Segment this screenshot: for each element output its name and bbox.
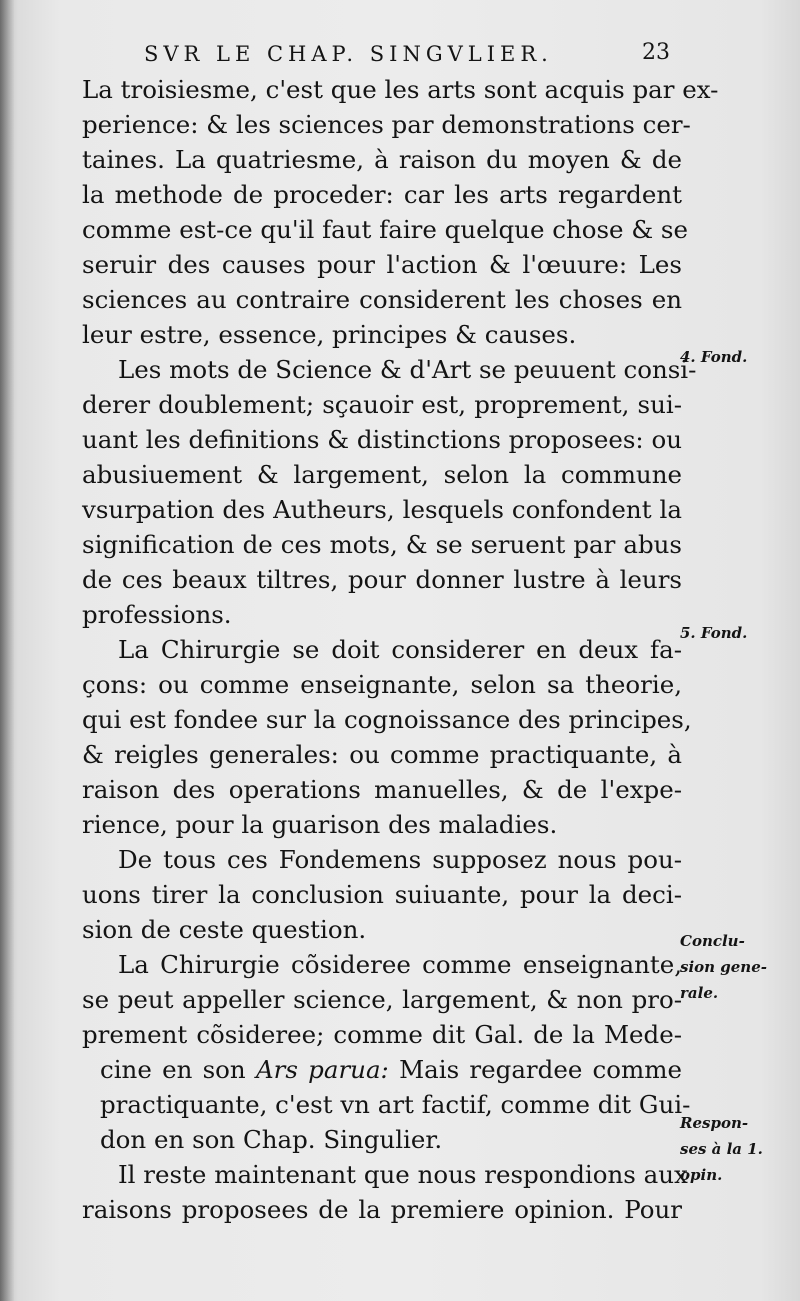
margin-note-conclusion-2: sion gene- xyxy=(680,958,767,976)
text-line: abusiuement & largement, selon la commune xyxy=(82,460,682,489)
text-line: La troisiesme, c'est que les arts sont acquis par ex- xyxy=(82,75,719,104)
text-line: se peut appeller science, largement, & non pro- xyxy=(82,985,682,1014)
text-line: la methode de proceder: car les arts regardent xyxy=(82,180,682,209)
margin-note-response-2: ses à la 1. xyxy=(680,1140,763,1158)
text-line: raisons proposees de la premiere opinion. Pour xyxy=(82,1195,682,1224)
running-header xyxy=(130,40,670,74)
running-title: SVR LE CHAP. SINGVLIER. xyxy=(144,42,553,66)
text-line: derer doublement; sçauoir est, proprement, sui- xyxy=(82,390,682,419)
text-line: Les mots de Science & d'Art se peuuent consi- xyxy=(118,355,697,384)
italic-title: Ars parua: xyxy=(255,1055,389,1084)
text-line: rience, pour la guarison des maladies. xyxy=(82,810,558,839)
text-line: & reigles generales: ou comme practiquante, à xyxy=(82,740,682,769)
text-line: de ces beaux tiltres, pour donner lustre à leurs xyxy=(82,565,682,594)
text-line: vsurpation des Autheurs, lesquels confondent la xyxy=(82,495,682,524)
text-segment: Mais regardee comme xyxy=(399,1055,682,1084)
text-line: La Chirurgie se doit considerer en deux fa- xyxy=(118,635,682,664)
text-line: signification de ces mots, & se seruent par abus xyxy=(82,530,682,559)
text-line-mixed xyxy=(82,1052,682,1087)
text-line: don en son Chap. Singulier. xyxy=(100,1125,443,1154)
text-line: De tous ces Fondemens supposez nous pou- xyxy=(118,845,682,874)
text-line: çons: ou comme enseignante, selon sa theorie, xyxy=(82,670,682,699)
text-line: leur estre, essence, principes & causes. xyxy=(82,320,577,349)
text-segment: cine en son xyxy=(100,1055,246,1084)
text-line: perience: & les sciences par demonstrations cer- xyxy=(82,110,691,139)
text-line: La Chirurgie cõsideree comme enseignante, xyxy=(118,950,682,979)
text-line: professions. xyxy=(82,600,232,629)
text-line: Il reste maintenant que nous respondions aux xyxy=(118,1160,688,1189)
text-line: prement cõsideree; comme dit Gal. de la Mede- xyxy=(82,1020,682,1049)
text-line: uons tirer la conclusion suiuante, pour la deci- xyxy=(82,880,682,909)
margin-note-conclusion-3: rale. xyxy=(680,984,719,1002)
margin-note-fond-5: 5. Fond. xyxy=(680,624,748,642)
margin-note-conclusion-1: Conclu- xyxy=(680,932,745,950)
margin-notes xyxy=(680,0,790,1301)
page-gutter-shadow xyxy=(0,0,14,1301)
margin-note-response-1: Respon- xyxy=(680,1114,749,1132)
page-number: 23 xyxy=(642,40,670,65)
text-line: raison des operations manuelles, & de l'expe- xyxy=(82,775,682,804)
text-line: taines. La quatriesme, à raison du moyen & de xyxy=(82,145,682,174)
text-line: practiquante, c'est vn art factif, comme dit Gui- xyxy=(100,1090,691,1119)
text-line: uant les definitions & distinctions proposees: ou xyxy=(82,425,682,454)
text-line: qui est fondee sur la cognoissance des principes, xyxy=(82,705,692,734)
text-line: seruir des causes pour l'action & l'œuure: Les xyxy=(82,250,682,279)
margin-note-response-3: opin. xyxy=(680,1166,723,1184)
text-line: sciences au contraire considerent les choses en xyxy=(82,285,682,314)
margin-note-fond-4: 4. Fond. xyxy=(680,348,748,366)
text-line: sion de ceste question. xyxy=(82,915,367,944)
text-line: comme est-ce qu'il faut faire quelque chose & se xyxy=(82,215,689,244)
